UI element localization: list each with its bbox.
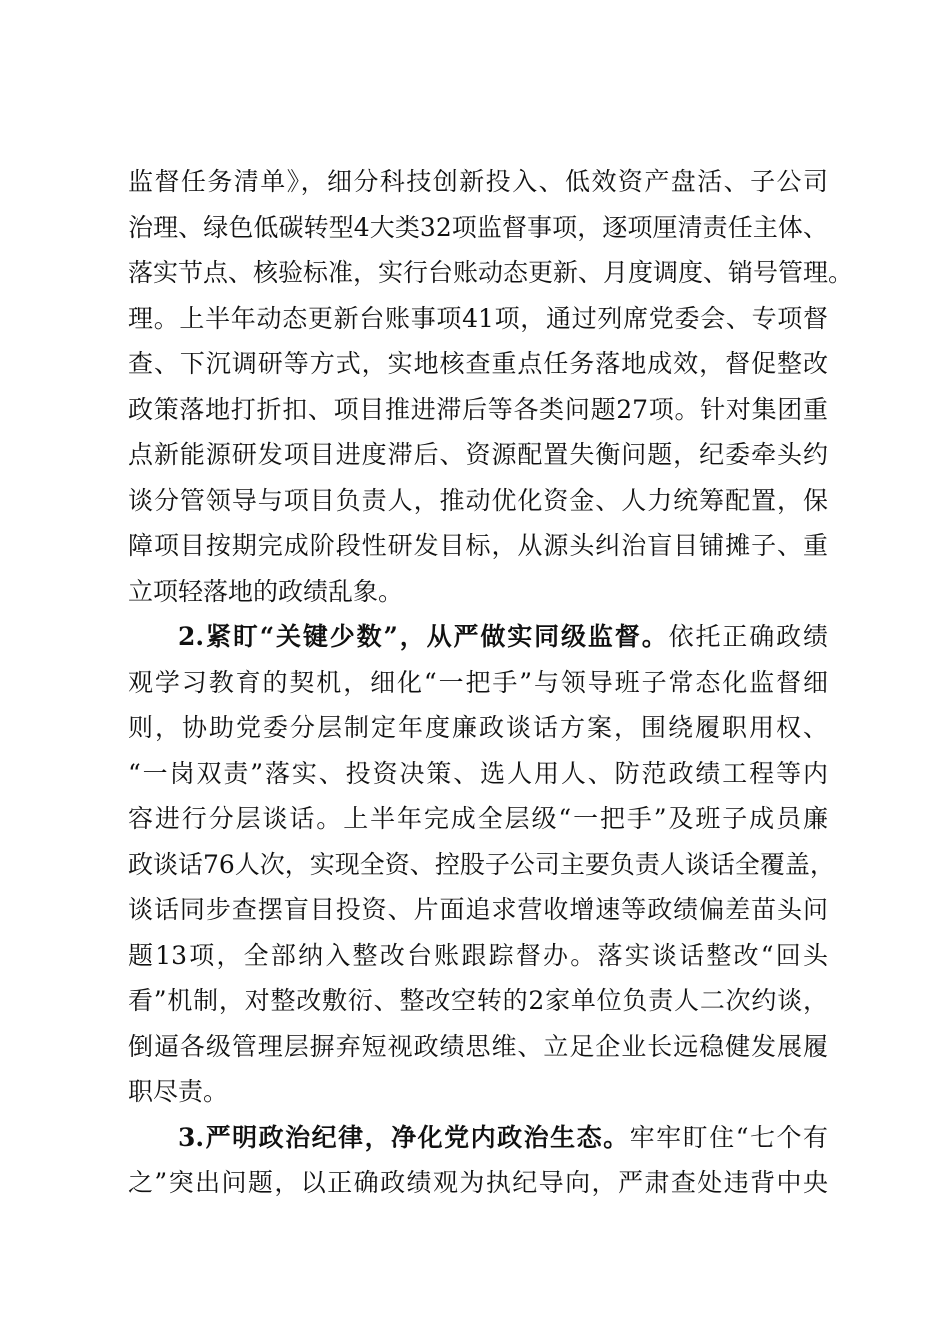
- text-line: 查、下沉调研等方式，实地核查重点任务落地成效，督促整改: [128, 349, 828, 378]
- text-line: 则，协助党委分层制定年度廉政谈话方案，围绕履职用权、: [128, 713, 828, 742]
- text-line: 障项目按期完成阶段性研发目标，从源头纠治盲目铺摊子、重: [128, 531, 828, 560]
- paragraph-2: [128, 614, 835, 1115]
- text-line: 容进行分层谈话。上半年完成全层级“一把手”及班子成员廉: [128, 804, 828, 833]
- text-line: 题13项，全部纳入整改台账跟踪督办。落实谈话整改“回头: [128, 940, 828, 970]
- text-line: 理。上半年动态更新台账事项41项，通过列席党委会、专项督: [128, 303, 828, 333]
- text-run: 依托正确政绩: [668, 622, 828, 651]
- text-run: 牢牢盯住“七个有: [629, 1122, 828, 1152]
- text-line: 谈话同步查摆盲目投资、片面追求营收增速等政绩偏差苗头问: [128, 895, 828, 924]
- text-line: 立项轻落地的政绩乱象。: [128, 576, 404, 606]
- text-line: 谈分管领导与项目负责人，推动优化资金、人力统筹配置，保: [128, 485, 828, 515]
- text-line: 政谈话76人次，实现全资、控股子公司主要负责人谈话全覆盖，: [128, 849, 835, 879]
- paragraph-first-line: [128, 614, 828, 660]
- text-line: 落实节点、核验标准，实行台账动态更新、月度调度、销号管理。: [128, 258, 854, 287]
- text-line: 看”机制，对整改敷衍、整改空转的2家单位负责人二次约谈，: [128, 986, 828, 1015]
- text-line: 治理、绿色低碳转型4大类32项监督事项，逐项厘清责任主体、: [128, 212, 828, 242]
- section-heading: 3.严明政治纪律，净化党内政治生态。: [178, 1122, 630, 1152]
- text-line: “一岗双责”落实、投资决策、选人用人、防范政绩工程等内: [128, 758, 828, 788]
- section-heading: 2.紧盯“关键少数”，从严做实同级监督。: [178, 622, 669, 651]
- text-line: 点新能源研发项目进度滞后、资源配置失衡问题，纪委牵头约: [128, 440, 828, 469]
- text-line: 监督任务清单》，细分科技创新投入、低效资产盘活、子公司: [128, 167, 828, 196]
- text-line: 政策落地打折扣、项目推进滞后等各类问题27项。针对集团重: [128, 394, 828, 424]
- text-line: 之”突出问题，以正确政绩观为执纪导向，严肃查处违背中央: [128, 1168, 828, 1197]
- paragraph-first-line: [128, 1115, 828, 1161]
- paragraph-3: [128, 1115, 828, 1206]
- text-line: 职尽责。: [128, 1077, 229, 1106]
- paragraph-1: [128, 159, 854, 614]
- document-page: [128, 159, 854, 1206]
- text-line: 观学习教育的契机，细化“一把手”与领导班子常态化监督细: [128, 667, 828, 697]
- text-line: 倒逼各级管理层摒弃短视政绩思维、立足企业长远稳健发展履: [128, 1031, 828, 1061]
